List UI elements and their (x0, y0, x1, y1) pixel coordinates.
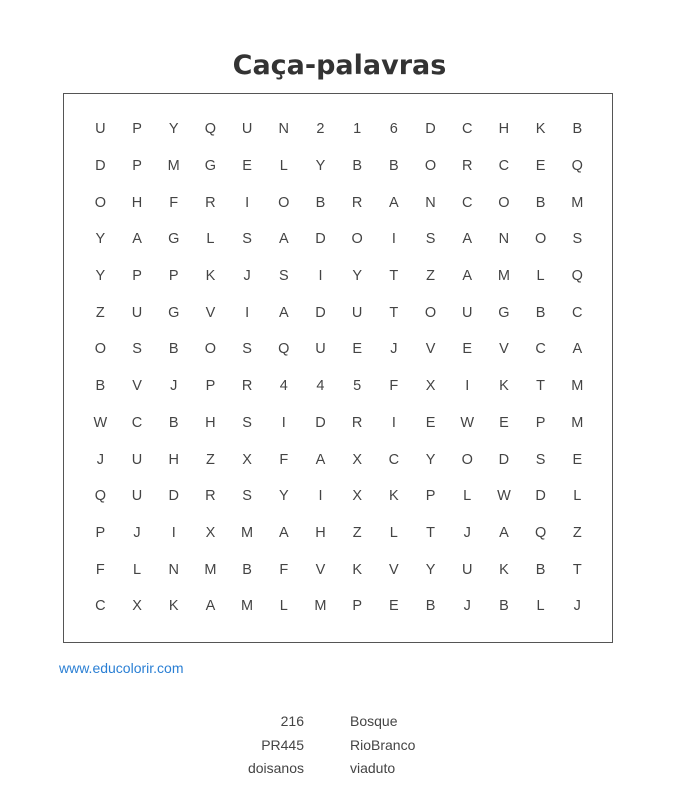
grid-cell[interactable]: T (389, 304, 399, 321)
grid-cell[interactable]: G (204, 158, 217, 175)
grid-cell[interactable]: M (571, 378, 584, 395)
grid-cell[interactable]: W (460, 414, 475, 431)
grid-cell[interactable]: O (94, 341, 106, 358)
grid-cell[interactable]: K (389, 488, 399, 505)
grid-cell[interactable]: B (315, 194, 326, 211)
grid-cell[interactable]: B (425, 598, 436, 615)
grid-cell[interactable]: X (205, 524, 216, 541)
grid-cell[interactable]: R (461, 158, 473, 175)
grid-cell[interactable]: L (573, 488, 582, 505)
word-list-item: 216 (280, 713, 304, 729)
grid-cell[interactable]: O (424, 304, 437, 321)
grid-cell[interactable]: L (536, 598, 545, 615)
grid-cell[interactable]: I (318, 268, 323, 285)
grid-cell[interactable]: Q (571, 158, 583, 175)
grid-cell[interactable]: Y (425, 561, 436, 578)
grid-cell[interactable]: R (241, 378, 253, 395)
grid-cell[interactable]: O (278, 194, 290, 211)
word-list-right-column (350, 711, 415, 782)
grid-cell[interactable]: F (279, 561, 289, 578)
grid-cell[interactable]: G (168, 304, 180, 321)
grid-cell[interactable]: R (351, 194, 363, 211)
grid-cell[interactable]: K (352, 561, 362, 578)
grid-cell[interactable]: 4 (279, 378, 288, 395)
grid-cell[interactable]: P (205, 378, 216, 395)
grid-cell[interactable]: I (281, 414, 286, 431)
grid-cell[interactable]: C (572, 304, 583, 321)
grid-cell[interactable]: E (572, 451, 583, 468)
grid-cell[interactable]: A (278, 231, 289, 248)
grid-cell[interactable]: G (168, 231, 180, 248)
grid-cell[interactable]: G (498, 304, 510, 321)
grid-cell[interactable]: W (497, 488, 511, 505)
grid-cell[interactable]: F (389, 378, 399, 395)
grid-cell[interactable]: J (243, 268, 251, 285)
grid-cell[interactable]: I (245, 194, 250, 211)
grid-cell[interactable]: E (462, 341, 473, 358)
grid-cell[interactable]: X (425, 378, 436, 395)
grid-cell[interactable]: E (425, 414, 436, 431)
grid-cell[interactable]: R (205, 488, 216, 505)
grid-cell[interactable]: 2 (316, 121, 325, 138)
grid-cell[interactable]: S (242, 231, 252, 248)
grid-cell[interactable]: A (499, 524, 509, 541)
grid-cell[interactable]: P (95, 524, 106, 541)
grid-cell[interactable]: E (242, 158, 252, 175)
grid-cell[interactable]: C (388, 451, 400, 468)
grid-cell[interactable]: T (572, 561, 582, 578)
grid-cell[interactable]: 4 (316, 378, 325, 395)
grid-cell[interactable]: T (426, 524, 435, 541)
grid-cell[interactable]: Y (278, 488, 289, 505)
grid-cell[interactable]: T (389, 268, 399, 285)
word-list-item: RioBranco (350, 736, 416, 753)
grid-cell[interactable]: I (391, 231, 396, 248)
grid-cell[interactable]: U (315, 341, 326, 358)
grid-cell[interactable]: L (536, 268, 545, 285)
grid-cell[interactable]: J (170, 378, 178, 395)
grid-cell[interactable]: X (242, 451, 252, 468)
grid-cell[interactable]: M (241, 524, 254, 541)
grid-cell[interactable]: O (94, 194, 106, 211)
grid-cell[interactable]: Y (95, 231, 106, 248)
grid-cell[interactable]: C (461, 194, 473, 211)
grid-cell[interactable]: O (204, 341, 217, 358)
grid-cell[interactable]: E (389, 598, 399, 615)
grid-cell[interactable]: J (463, 598, 471, 615)
page-title: Caça-palavras (232, 50, 447, 81)
grid-cell[interactable]: M (167, 158, 180, 175)
word-list-item: viaduto (350, 760, 396, 776)
grid-cell[interactable]: D (95, 158, 106, 175)
grid-cell[interactable]: D (425, 121, 436, 138)
grid-cell[interactable]: B (499, 598, 509, 615)
grid-cell[interactable]: 6 (389, 121, 398, 138)
grid-cell[interactable]: A (315, 451, 326, 468)
grid-cell[interactable]: J (96, 451, 104, 468)
grid-cell[interactable]: P (132, 268, 142, 285)
grid-cell[interactable]: Y (352, 268, 362, 285)
grid-cell[interactable]: K (168, 598, 179, 615)
grid-cell[interactable]: B (572, 121, 583, 138)
grid-cell[interactable]: X (352, 488, 362, 505)
grid-cell[interactable]: M (241, 598, 254, 615)
grid-cell[interactable]: D (315, 414, 326, 431)
grid-cell[interactable]: V (389, 561, 399, 578)
letter-grid (82, 111, 596, 625)
grid-cell[interactable]: N (498, 231, 510, 248)
grid-cell[interactable]: C (461, 121, 473, 138)
grid-cell[interactable]: M (314, 598, 327, 615)
grid-cell[interactable]: O (534, 231, 547, 248)
grid-cell[interactable]: D (535, 488, 546, 505)
grid-cell[interactable]: Q (204, 121, 217, 138)
grid-cell[interactable]: E (352, 341, 362, 358)
grid-cell[interactable]: I (391, 414, 396, 431)
grid-cell[interactable]: V (132, 378, 142, 395)
word-list-item: doisanos (247, 760, 304, 776)
grid-cell[interactable]: S (572, 231, 583, 248)
grid-cell[interactable]: U (95, 121, 106, 138)
grid-cell[interactable]: N (425, 194, 436, 211)
grid-cell[interactable]: C (498, 158, 510, 175)
grid-cell[interactable]: K (499, 561, 509, 578)
grid-cell[interactable]: Z (205, 451, 215, 468)
grid-cell[interactable]: O (424, 158, 437, 175)
website-link[interactable]: www.educolorir.com (59, 660, 184, 676)
grid-cell[interactable]: U (461, 304, 473, 321)
grid-cell[interactable]: S (278, 268, 289, 285)
grid-cell[interactable]: B (352, 158, 362, 175)
grid-cell[interactable]: O (351, 231, 363, 248)
grid-cell[interactable]: K (205, 268, 216, 285)
grid-cell[interactable]: S (535, 451, 546, 468)
grid-cell[interactable]: K (499, 378, 509, 395)
grid-cell[interactable]: U (131, 304, 143, 321)
grid-cell[interactable]: D (498, 451, 510, 468)
word-list-left-column (248, 711, 304, 782)
grid-cell[interactable]: J (573, 598, 581, 615)
grid-cell[interactable]: S (132, 341, 142, 358)
grid-cell[interactable]: U (131, 451, 143, 468)
grid-cell[interactable]: A (132, 231, 142, 248)
grid-cell[interactable]: N (278, 121, 290, 138)
grid-cell[interactable]: R (351, 414, 363, 431)
grid-cell[interactable]: H (315, 524, 326, 541)
grid-cell[interactable]: B (168, 414, 179, 431)
grid-cell[interactable]: V (425, 341, 436, 358)
grid-cell[interactable]: U (351, 304, 363, 321)
grid-cell[interactable]: Q (571, 268, 583, 285)
grid-cell[interactable]: I (465, 378, 470, 395)
grid-cell[interactable]: L (279, 598, 288, 615)
grid-cell[interactable]: A (462, 231, 473, 248)
grid-cell[interactable]: A (278, 524, 289, 541)
grid-cell[interactable]: L (463, 488, 472, 505)
grid-cell[interactable]: B (95, 378, 106, 395)
grid-cell[interactable]: U (131, 488, 143, 505)
grid-cell[interactable]: A (572, 341, 583, 358)
grid-cell[interactable]: Z (572, 524, 582, 541)
grid-cell[interactable]: I (318, 488, 323, 505)
grid-cell[interactable]: J (133, 524, 141, 541)
grid-cell[interactable]: H (498, 121, 510, 138)
grid-cell[interactable]: P (352, 598, 362, 615)
grid-cell[interactable]: P (132, 158, 142, 175)
grid-cell[interactable]: X (132, 598, 142, 615)
grid-cell[interactable]: B (535, 304, 546, 321)
grid-cell[interactable]: B (168, 341, 179, 358)
grid-cell[interactable]: Q (278, 341, 290, 358)
grid-cell[interactable]: A (462, 268, 473, 285)
grid-cell[interactable]: C (131, 414, 143, 431)
grid-cell[interactable]: B (535, 561, 546, 578)
grid-cell[interactable]: P (425, 488, 436, 505)
grid-cell[interactable]: F (279, 451, 289, 468)
grid-cell[interactable]: H (205, 414, 216, 431)
grid-cell[interactable]: U (241, 121, 253, 138)
grid-cell[interactable]: T (536, 378, 546, 395)
grid-cell[interactable]: Y (95, 268, 106, 285)
grid-cell[interactable]: S (425, 231, 436, 248)
grid-cell[interactable]: B (535, 194, 546, 211)
grid-cell[interactable]: 5 (353, 378, 362, 395)
grid-cell[interactable]: L (206, 231, 215, 248)
word-list-item: PR445 (261, 736, 304, 753)
grid-cell[interactable]: P (168, 268, 179, 285)
grid-cell[interactable]: B (389, 158, 399, 175)
grid-cell[interactable]: Y (168, 121, 179, 138)
grid-cell[interactable]: K (535, 121, 546, 138)
grid-cell[interactable]: F (95, 561, 105, 578)
grid-cell[interactable]: M (497, 268, 510, 285)
grid-cell[interactable]: X (352, 451, 362, 468)
grid-cell[interactable]: Z (426, 268, 435, 285)
grid-cell[interactable]: I (171, 524, 176, 541)
grid-cell[interactable]: Y (425, 451, 436, 468)
grid-cell[interactable]: O (461, 451, 473, 468)
grid-cell[interactable]: C (535, 341, 546, 358)
grid-cell[interactable]: U (461, 561, 473, 578)
grid-cell[interactable]: L (279, 158, 288, 175)
grid-cell[interactable]: Z (352, 524, 362, 541)
grid-cell[interactable]: 1 (353, 121, 362, 138)
grid-cell[interactable]: E (535, 158, 546, 175)
grid-cell[interactable]: Q (534, 524, 547, 541)
grid-cell[interactable]: L (132, 561, 142, 578)
grid-cell[interactable]: A (389, 194, 399, 211)
grid-cell[interactable]: Z (95, 304, 105, 321)
grid-cell[interactable]: D (315, 304, 326, 321)
grid-cell[interactable]: F (169, 194, 179, 211)
grid-cell[interactable]: D (168, 488, 179, 505)
grid-cell[interactable]: V (315, 561, 326, 578)
grid-cell[interactable]: M (571, 194, 584, 211)
grid-cell[interactable]: S (242, 341, 252, 358)
grid-cell[interactable]: L (389, 524, 398, 541)
grid-cell[interactable]: M (571, 414, 584, 431)
grid-cell[interactable]: P (535, 414, 546, 431)
grid-cell[interactable]: H (131, 194, 143, 211)
grid-cell[interactable]: C (95, 598, 106, 615)
grid-cell[interactable]: I (245, 304, 250, 321)
grid-cell[interactable]: V (499, 341, 509, 358)
grid-cell[interactable]: R (205, 194, 216, 211)
grid-cell[interactable]: O (498, 194, 510, 211)
grid-cell[interactable]: W (93, 414, 108, 431)
grid-cell[interactable]: N (168, 561, 179, 578)
grid-cell[interactable]: H (168, 451, 179, 468)
grid-cell[interactable]: Y (315, 158, 326, 175)
grid-cell[interactable]: D (315, 231, 326, 248)
grid-cell[interactable]: Q (94, 488, 106, 505)
grid-cell[interactable]: J (463, 524, 471, 541)
grid-cell[interactable]: A (278, 304, 289, 321)
grid-cell[interactable]: S (242, 414, 252, 431)
grid-cell[interactable]: M (204, 561, 217, 578)
grid-cell[interactable]: A (205, 598, 216, 615)
grid-cell[interactable]: S (242, 488, 252, 505)
word-list-item: Bosque (350, 713, 398, 729)
grid-cell[interactable]: E (499, 414, 509, 431)
grid-cell[interactable]: J (390, 341, 398, 358)
grid-cell[interactable]: B (242, 561, 252, 578)
grid-cell[interactable]: V (205, 304, 216, 321)
grid-cell[interactable]: P (132, 121, 142, 138)
